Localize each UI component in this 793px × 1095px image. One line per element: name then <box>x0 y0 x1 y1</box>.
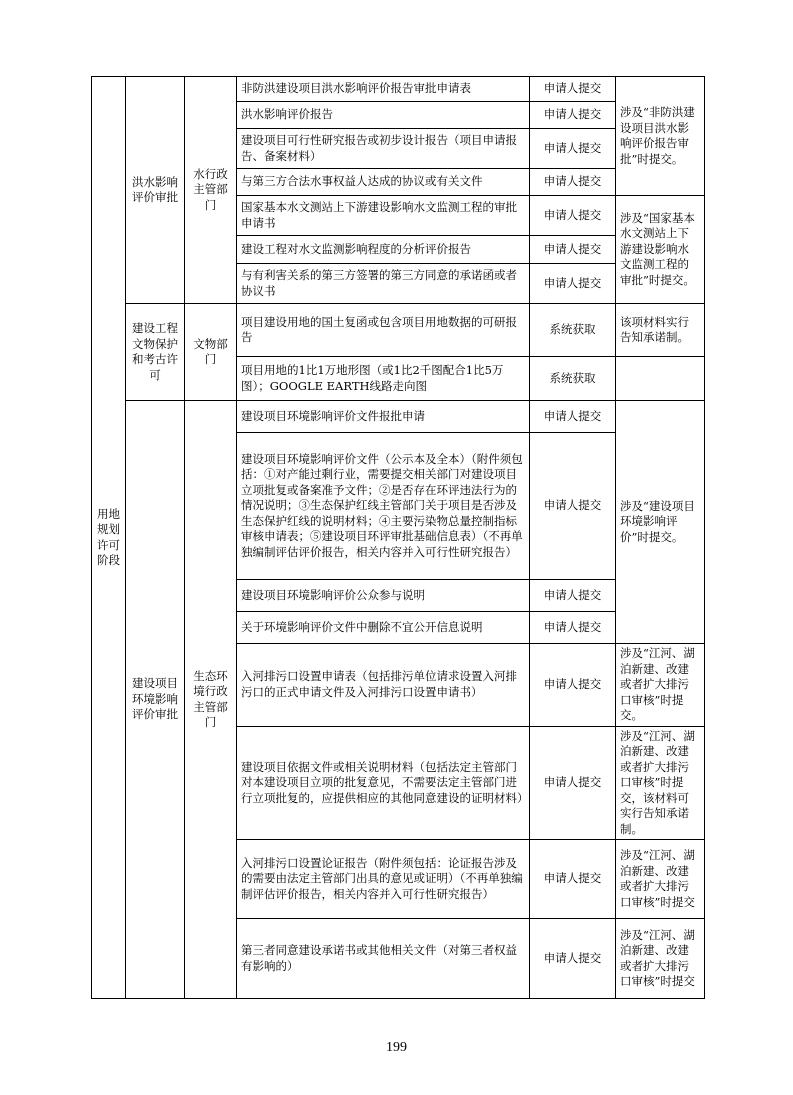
note-cell: 涉及“建设项目环境影响评价”时提交。 <box>616 401 705 644</box>
source-cell: 申请人提交 <box>530 196 616 236</box>
note-cell: 涉及“江河、湖泊新建、改建或者扩大排污口审核”时提交 <box>616 840 705 919</box>
materials-table <box>91 76 705 999</box>
source-cell: 申请人提交 <box>530 726 616 840</box>
note-cell: 涉及“国家基本水文测站上下游建设影响水文监测工程的审批”时提交。 <box>616 196 705 304</box>
note-cell: 涉及“江河、湖泊新建、改建或者扩大排污口审核”时提交。 <box>616 644 705 727</box>
material-cell: 项目建设用地的国土复函或包含项目用地数据的可研报告 <box>237 304 530 357</box>
approval-item-cell: 建设项目环境影响评价审批 <box>126 401 185 999</box>
source-cell: 申请人提交 <box>530 264 616 304</box>
source-cell: 申请人提交 <box>530 129 616 169</box>
material-cell: 建设项目环境影响评价文件报批申请 <box>237 401 530 433</box>
material-cell: 非防洪建设项目洪水影响评价报告审批申请表 <box>237 77 530 102</box>
material-cell: 洪水影响评价报告 <box>237 102 530 129</box>
approval-item-cell: 洪水影响评价审批 <box>126 77 185 304</box>
note-cell: 该项材料实行告知承诺制。 <box>616 304 705 357</box>
note-cell: 涉及“江河、湖泊新建、改建或者扩大排污口审核”时提交，该材料可实行告知承诺制。 <box>616 726 705 840</box>
source-cell: 申请人提交 <box>530 77 616 102</box>
source-cell: 系统获取 <box>530 357 616 401</box>
source-cell: 申请人提交 <box>530 236 616 264</box>
department-cell: 文物部门 <box>185 304 237 401</box>
approval-item-cell: 建设工程文物保护和考古许可 <box>126 304 185 401</box>
source-cell: 申请人提交 <box>530 644 616 727</box>
source-cell: 申请人提交 <box>530 919 616 999</box>
source-cell: 申请人提交 <box>530 401 616 433</box>
source-cell: 申请人提交 <box>530 169 616 196</box>
source-cell: 系统获取 <box>530 304 616 357</box>
material-cell: 建设项目依据文件或相关说明材料（包括法定主管部门对本建设项目立项的批复意见，不需要法定主管部门进行立项批复的，应提供相应的其他同意建设的证明材料） <box>237 726 530 840</box>
material-cell: 建设项目环境影响评价公众参与说明 <box>237 580 530 612</box>
source-cell: 申请人提交 <box>530 840 616 919</box>
material-cell: 建设项目环境影响评价文件（公示本及全本）（附件须包括：①对产能过剩行业，需要提交相关部门对建设项目立项批复或备案准予文件；②是否存在环评违法行为的情况说明；③生态保护红线主管部门关于项目是否涉及生态保护红线的说明材料；④主要污染物总量控制指标审核申请表；⑤建设项目环评审批基础信息表）（不再单独编制评估评价报告，相关内容并入可行性研究报告） <box>237 433 530 580</box>
department-cell: 水行政主管部门 <box>185 77 237 304</box>
stage-cell: 用地规划许可阶段 <box>92 77 126 999</box>
department-cell: 生态环境行政主管部门 <box>185 401 237 999</box>
material-cell: 与有利害关系的第三方签署的第三方同意的承诺函或者协议书 <box>237 264 530 304</box>
source-cell: 申请人提交 <box>530 580 616 612</box>
source-cell: 申请人提交 <box>530 612 616 644</box>
note-cell: 涉及“江河、湖泊新建、改建或者扩大排污口审核”时提交 <box>616 919 705 999</box>
material-cell: 入河排污口设置论证报告（附件须包括：论证报告涉及的需要由法定主管部门出具的意见或证明）（不再单独编制评估评价报告，相关内容并入可行性研究报告） <box>237 840 530 919</box>
material-cell: 建设项目可行性研究报告或初步设计报告（项目申请报告、备案材料） <box>237 129 530 169</box>
note-cell <box>616 357 705 401</box>
material-cell: 关于环境影响评价文件中删除不宜公开信息说明 <box>237 612 530 644</box>
material-cell: 建设工程对水文监测影响程度的分析评价报告 <box>237 236 530 264</box>
material-cell: 与第三方合法水事权益人达成的协议或有关文件 <box>237 169 530 196</box>
page-number: 199 <box>386 1040 407 1055</box>
source-cell: 申请人提交 <box>530 433 616 580</box>
source-cell: 申请人提交 <box>530 102 616 129</box>
material-cell: 入河排污口设置申请表（包括排污单位请求设置入河排污口的正式申请文件及入河排污口设置申请书） <box>237 644 530 727</box>
material-cell: 国家基本水文测站上下游建设影响水文监测工程的审批申请书 <box>237 196 530 236</box>
material-cell: 第三者同意建设承诺书或其他相关文件（对第三者权益有影响的） <box>237 919 530 999</box>
note-cell: 涉及“非防洪建设项目洪水影响评价报告审批”时提交。 <box>616 77 705 196</box>
material-cell: 项目用地的1比1万地形图（或1比2千图配合1比5万图）；GOOGLE EARTH线路走向图 <box>237 357 530 401</box>
